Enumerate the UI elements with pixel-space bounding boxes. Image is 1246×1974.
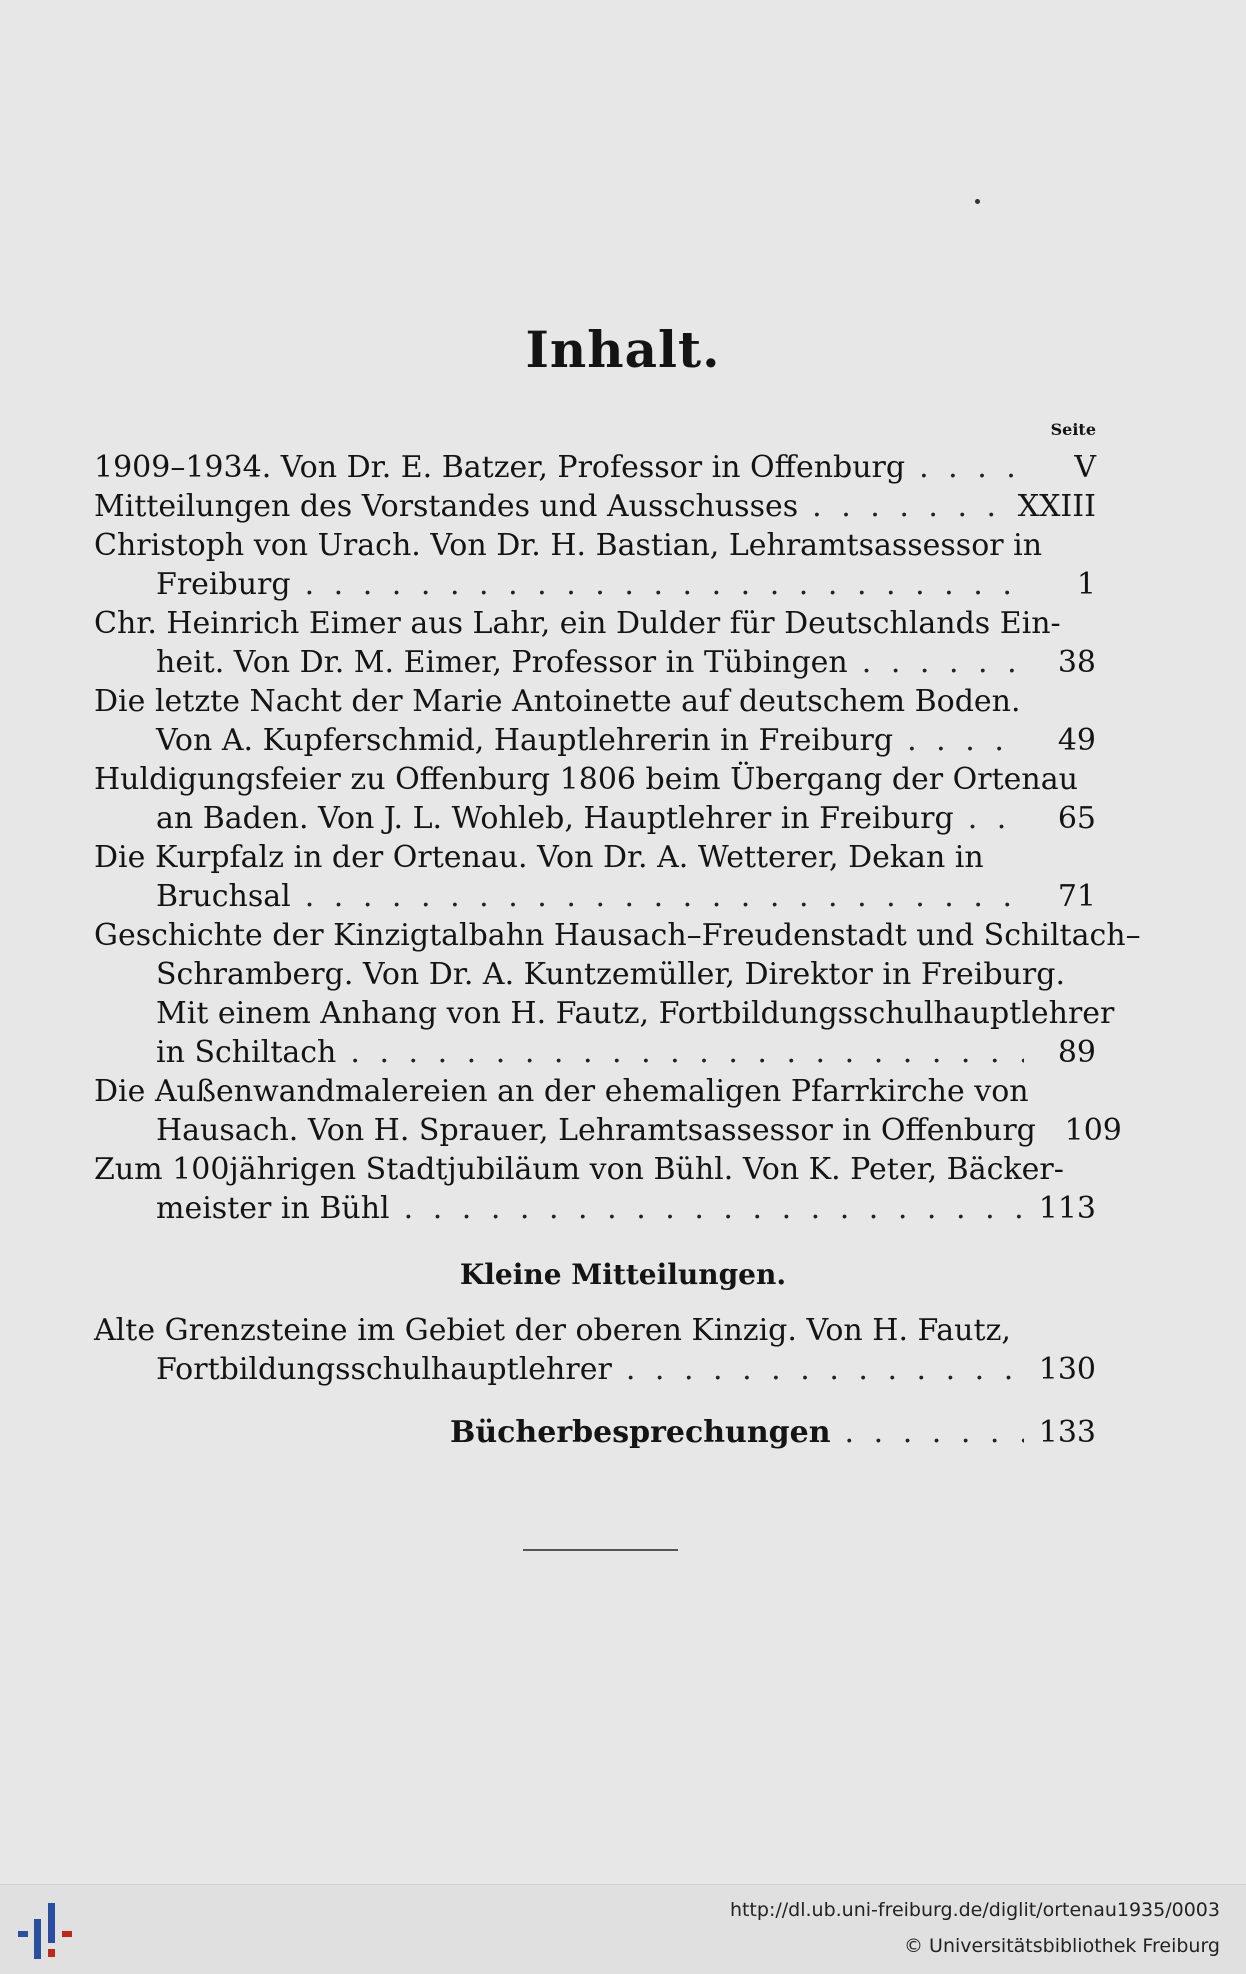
toc-entry-line (94, 682, 1096, 721)
toc-entry-text: Christoph von Urach. Von Dr. H. Bastian, Lehramtsassessor in (94, 528, 1043, 563)
toc-entry-text: Die Außenwandmalereien an der ehemaligen Pfarrkirche von (94, 1074, 1029, 1109)
page-title: Inhalt. (525, 320, 721, 379)
toc-entry-page: 109 (1064, 1113, 1122, 1148)
dot-leaders (305, 565, 1024, 604)
toc-entry-line (94, 1072, 1096, 1111)
toc-entry-page: 1 (1076, 567, 1096, 602)
toc-entry-line (94, 604, 1096, 643)
dot-leaders (626, 1350, 1024, 1389)
toc-entry-page: 49 (1057, 723, 1096, 758)
closing-rule (523, 1549, 678, 1551)
toc-entry-text: Fortbildungsschulhauptlehrer (156, 1352, 612, 1387)
toc-entry (94, 916, 1141, 1072)
toc-entry-line (94, 721, 1096, 760)
toc-entry-page: 71 (1057, 879, 1096, 914)
toc-entry-line (94, 838, 1096, 877)
toc-entry-line (94, 994, 1115, 1033)
toc-entry-text: Mitteilungen des Vorstandes und Ausschusses (94, 489, 799, 524)
toc-entry-text: Bruchsal (156, 879, 291, 914)
dot-leaders (404, 1189, 1024, 1228)
dot-leaders (305, 877, 1024, 916)
toc-entry-page: 130 (1038, 1352, 1096, 1387)
toc-entry-line (94, 448, 1096, 487)
table-of-contents (94, 448, 1141, 1228)
toc-entry-text: Schramberg. Von Dr. A. Kuntzemüller, Direktor in Freiburg. (156, 957, 1065, 992)
dot-leaders (919, 448, 1024, 487)
toc-entry-text: Freiburg (156, 567, 291, 602)
toc-entry-text: 1909–1934. Von Dr. E. Batzer, Professor in Offenburg (94, 450, 906, 485)
toc-entry-books (450, 1415, 1096, 1454)
toc-entry-line (94, 877, 1096, 916)
toc-entry-page: 89 (1057, 1035, 1096, 1070)
toc-entry-line (94, 1033, 1096, 1072)
toc-entry-page: V (1074, 450, 1096, 485)
dot-leaders (812, 487, 1006, 526)
ink-speck (975, 199, 980, 204)
toc-entry (94, 1150, 1096, 1228)
toc-entry (94, 604, 1096, 682)
page-column-label: Seite (1050, 420, 1096, 439)
toc-entry (94, 448, 1096, 487)
toc-entry-text: Huldigungsfeier zu Offenburg 1806 beim Übergang der Ortenau (94, 762, 1078, 797)
dot-leaders (968, 799, 1024, 838)
toc-entry-text: Die letzte Nacht der Marie Antoinette auf deutschem Boden. (94, 684, 1021, 719)
toc-entry-text: Alte Grenzsteine im Gebiet der oberen Kinzig. Von H. Fautz, (94, 1313, 1011, 1348)
toc-entry-text: Zum 100jährigen Stadtjubiläum von Bühl. Von K. Peter, Bäcker- (94, 1152, 1064, 1187)
toc-entry (94, 760, 1096, 838)
toc-entry-line (94, 1311, 1096, 1350)
toc-entry (94, 526, 1096, 604)
toc-entry-line (94, 526, 1096, 565)
toc-entry-text: Chr. Heinrich Eimer aus Lahr, ein Dulder für Deutschlands Ein- (94, 606, 1061, 641)
footer-bar (0, 1884, 1246, 1974)
toc-entry-text: in Schiltach (156, 1035, 337, 1070)
toc-entry-text: Von A. Kupferschmid, Hauptlehrerin in Freiburg (156, 723, 894, 758)
toc-entry-line (94, 487, 1096, 526)
toc-entry-page: 38 (1057, 645, 1096, 680)
toc-entry-text: an Baden. Von J. L. Wohleb, Hauptlehrer in Freiburg (156, 801, 954, 836)
toc-entry-page: 113 (1038, 1191, 1096, 1226)
toc-entry-page: XXIII (1017, 489, 1096, 524)
toc-entry (94, 838, 1096, 916)
small-contributions-list (94, 1311, 1096, 1389)
toc-entry-text: Die Kurpfalz in der Ortenau. Von Dr. A. Wetterer, Dekan in (94, 840, 984, 875)
toc-entry-line (94, 643, 1096, 682)
ub-freiburg-logo-icon (12, 1897, 82, 1963)
source-url[interactable]: http://dl.ub.uni-freiburg.de/diglit/ortenau1935/0003 (729, 1899, 1220, 1921)
dot-leaders (350, 1033, 1024, 1072)
dot-leaders (845, 1415, 1024, 1450)
toc-entry-text: Hausach. Von H. Sprauer, Lehramtsassessor in Offenburg (156, 1113, 1036, 1148)
dot-leaders (907, 721, 1024, 760)
toc-entry-page: 65 (1057, 801, 1096, 836)
toc-entry-text: meister in Bühl (156, 1191, 390, 1226)
toc-entry-line (94, 1150, 1096, 1189)
toc-entry (94, 1311, 1096, 1389)
toc-entry-line (94, 1350, 1096, 1389)
dot-leaders (862, 643, 1024, 682)
section-heading: Kleine Mitteilungen. (459, 1258, 787, 1291)
toc-entry (94, 487, 1096, 526)
toc-entry-text: heit. Von Dr. M. Eimer, Professor in Tübingen (156, 645, 848, 680)
toc-entry-line (94, 799, 1096, 838)
toc-entry-line (94, 1189, 1096, 1228)
toc-entry-text: Mit einem Anhang von H. Fautz, Fortbildungsschulhauptlehrer (156, 996, 1115, 1031)
toc-entry-line (94, 565, 1096, 604)
toc-entry-text: Geschichte der Kinzigtalbahn Hausach–Freudenstadt und Schiltach– (94, 918, 1141, 953)
toc-entry-line (94, 1111, 1122, 1150)
toc-entry-books-page: 133 (1038, 1415, 1096, 1450)
toc-entry (94, 1072, 1122, 1150)
toc-entry-line (94, 916, 1141, 955)
toc-entry-line (94, 760, 1096, 799)
toc-entry-line (94, 955, 1096, 994)
toc-entry-books-label: Bücherbesprechungen (450, 1415, 831, 1450)
copyright-notice: © Universitätsbibliothek Freiburg (904, 1935, 1220, 1957)
toc-entry (94, 682, 1096, 760)
